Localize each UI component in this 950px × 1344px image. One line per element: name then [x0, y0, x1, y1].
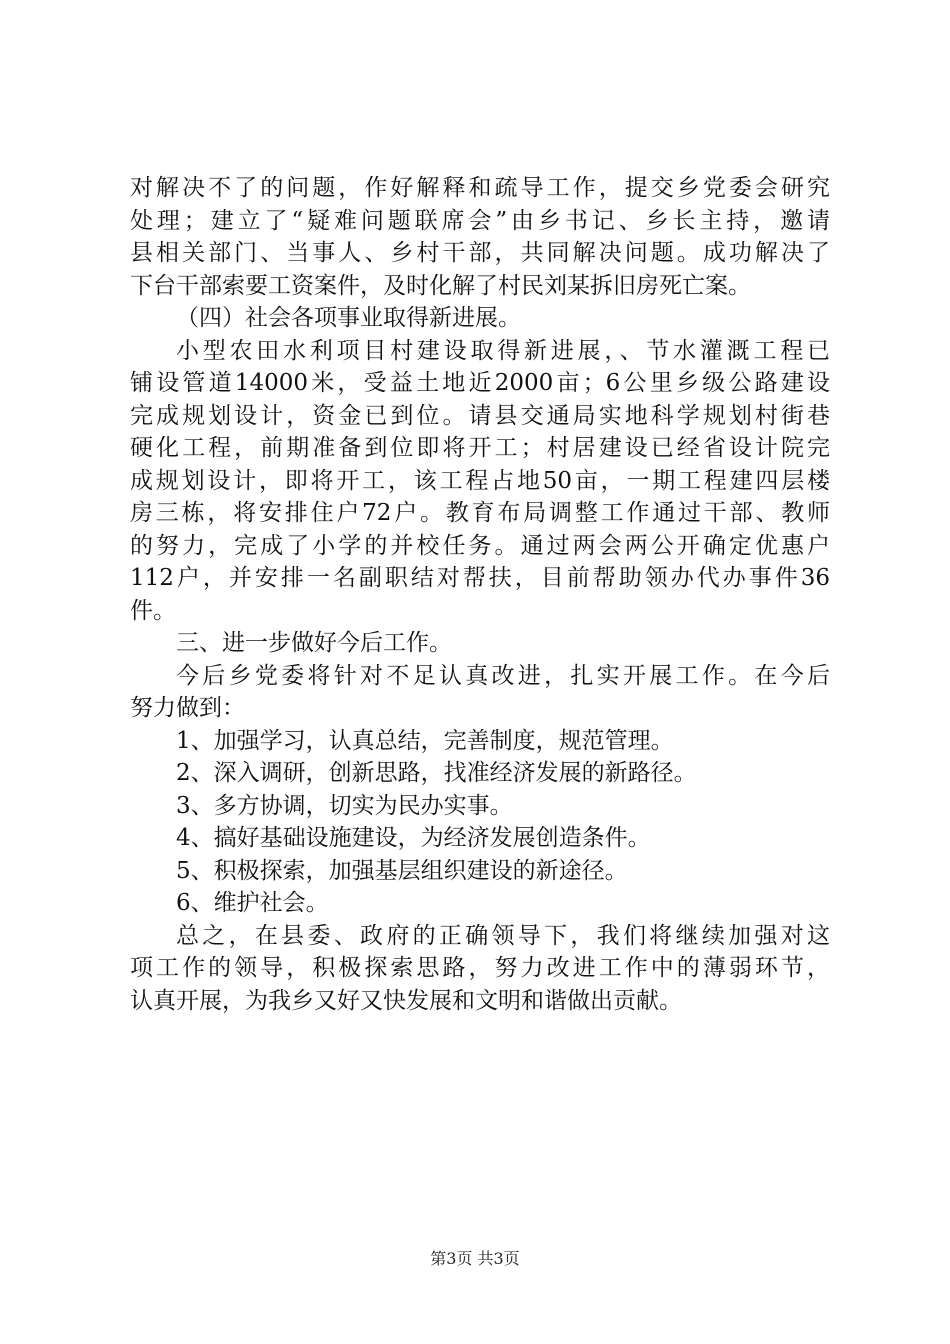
text-line-content: 总之，在县委、政府的正确领导下，我们将继续加强对这: [176, 922, 830, 949]
text-line: [130, 822, 830, 855]
text-line: [130, 432, 830, 465]
text-line-content: 1、加强学习，认真总结，完善制度，规范管理。: [176, 727, 674, 754]
text-line-content: 努力做到：: [130, 695, 245, 721]
text-line-content: 认真开展，为我乡又好又快发展和文明和谐做出贡献。: [130, 987, 682, 1014]
text-line: [130, 725, 830, 758]
text-line: [130, 400, 830, 433]
text-line-content: 铺设管道14000米，受益土地近2000亩；6公里乡级公路建设: [130, 370, 830, 396]
text-line: [130, 595, 830, 628]
text-line: [130, 497, 830, 530]
text-line-content: 2、深入调研，创新思路，找准经济发展的新路径。: [176, 760, 697, 786]
page-footer: 第3页 共3页: [430, 1249, 520, 1268]
text-line: [130, 920, 830, 953]
text-line-content: 小型农田水利项目村建设取得新进展，、节水灌溉工程已: [176, 337, 830, 364]
text-line: [130, 335, 830, 368]
text-line-content: 项工作的领导，积极探索思路，努力改进工作中的薄弱环节，: [130, 955, 830, 981]
text-line-content: 下台干部索要工资案件，及时化解了村民刘某拆旧房死亡案。: [130, 272, 751, 299]
text-line: [130, 855, 830, 888]
text-line: [130, 270, 830, 303]
text-line-content: 今后乡党委将针对不足认真改进，扎实开展工作。在今后: [176, 662, 830, 689]
text-line: [130, 237, 830, 270]
text-line: [130, 367, 830, 400]
text-line-content: 房三栋，将安排住户72户。教育布局调整工作通过干部、教师: [130, 500, 830, 526]
text-line: [130, 757, 830, 790]
text-line-content: 112户，并安排一名副职结对帮扶，目前帮助领办代办事件36: [130, 565, 830, 591]
text-line: [130, 205, 830, 238]
text-line: [130, 627, 830, 660]
text-line-content: 5、积极探索，加强基层组织建设的新途径。: [176, 857, 628, 884]
text-line: [130, 562, 830, 595]
text-line-content: 4、搞好基础设施建设，为经济发展创造条件。: [176, 825, 651, 851]
text-line-content: 的努力，完成了小学的并校任务。通过两会两公开确定优惠户: [130, 532, 830, 559]
text-line: [130, 172, 830, 205]
text-line: [130, 660, 830, 693]
text-line-content: 对解决不了的问题，作好解释和疏导工作，提交乡党委会研究: [130, 175, 830, 201]
text-line-content: 件。: [130, 597, 176, 624]
text-line: [130, 530, 830, 563]
text-line-content: 3、多方协调，切实为民办实事。: [176, 792, 513, 819]
text-line-content: 6、维护社会。: [176, 890, 329, 916]
text-line-content: （四）社会各项事业取得新进展。: [176, 305, 521, 331]
text-line: [130, 692, 830, 725]
text-line: [130, 465, 830, 498]
text-line-content: 成规划设计，即将开工，该工程占地50亩，一期工程建四层楼: [130, 467, 830, 494]
text-line-content: 三、进一步做好今后工作。: [176, 630, 452, 656]
text-line: [130, 302, 830, 335]
text-line-content: 县相关部门、当事人、乡村干部，共同解决问题。成功解决了: [130, 240, 830, 266]
text-line: [130, 985, 830, 1018]
text-line-content: 硬化工程，前期准备到位即将开工；村居建设已经省设计院完: [130, 435, 830, 461]
text-line: [130, 887, 830, 920]
document-body: [130, 172, 830, 1017]
text-line-content: 完成规划设计，资金已到位。请县交通局实地科学规划村街巷: [130, 402, 830, 429]
text-line: [130, 952, 830, 985]
text-line-content: 处理；建立了“疑难问题联席会”由乡书记、乡长主持，邀请: [130, 207, 830, 234]
text-line: [130, 790, 830, 823]
